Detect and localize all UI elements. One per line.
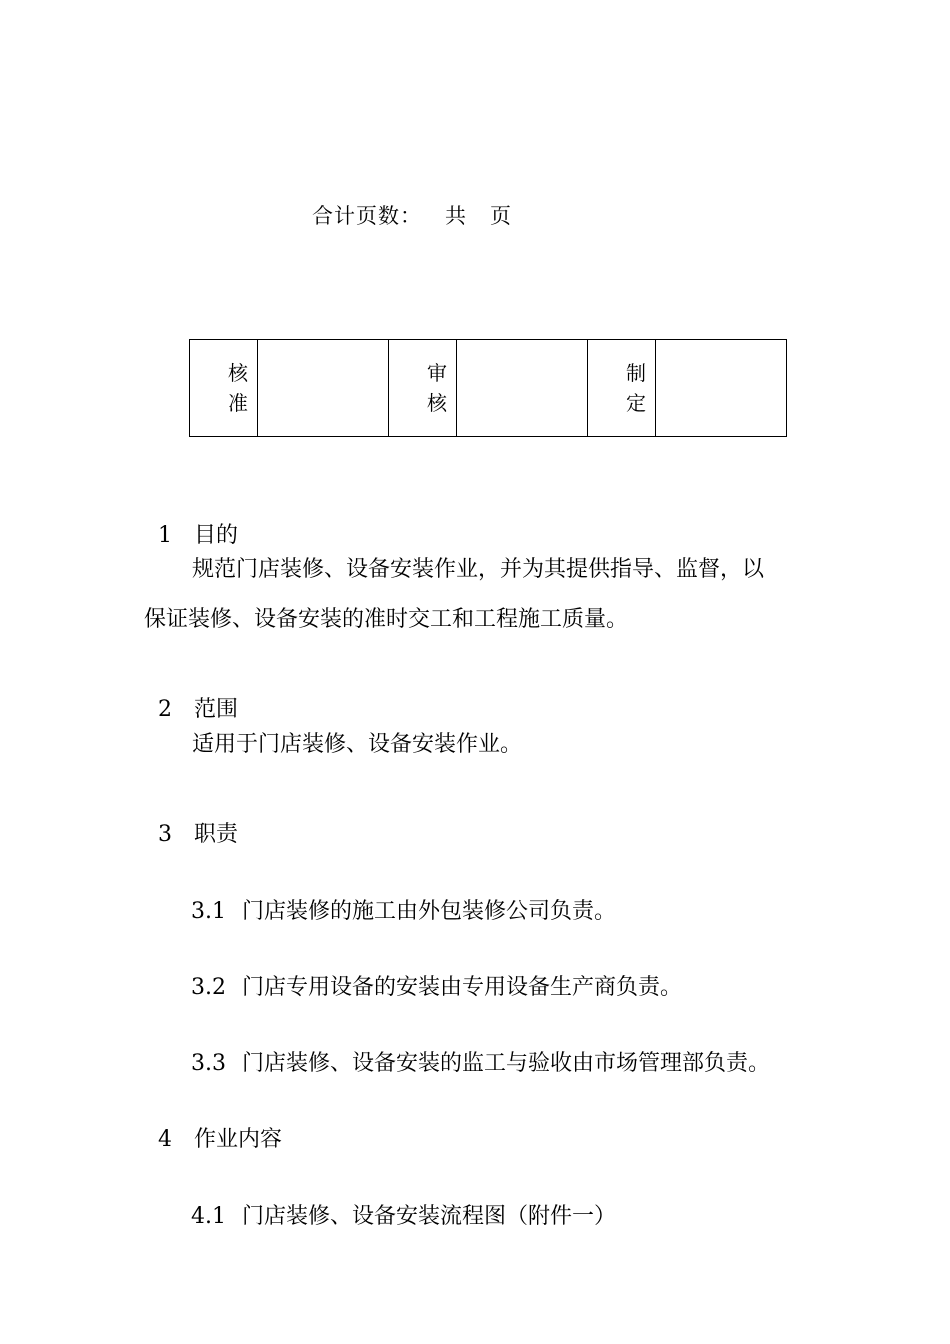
draft-value-cell[interactable]	[656, 340, 787, 437]
section-3-3-text: 门店装修、设备安装的监工与验收由市场管理部负责。	[242, 1051, 771, 1076]
draft-label: 制定	[626, 361, 646, 415]
review-value-cell[interactable]	[457, 340, 588, 437]
section-3-2	[177, 943, 682, 1003]
approve-label-cell	[190, 340, 258, 437]
draft-label-cell	[588, 340, 656, 437]
approve-label: 核准	[228, 361, 248, 415]
section-1-title: 目的	[194, 523, 239, 548]
section-2-title: 范围	[194, 697, 239, 722]
section-1-body-line-2: 保证装修、设备安装的准时交工和工程施工质量。	[144, 607, 629, 632]
section-3-1-number: 3.1	[191, 899, 226, 924]
section-4-number: 4	[158, 1127, 172, 1152]
page-count-line: 合计页数： 共 页	[312, 204, 513, 228]
approval-row	[190, 340, 787, 437]
section-4-1-text: 门店装修、设备安装流程图（附件一）	[242, 1204, 617, 1229]
section-1-body-line-1: 规范门店装修、设备安装作业，并为其提供指导、监督，以	[192, 557, 765, 582]
section-4-1	[177, 1172, 616, 1232]
section-3-3	[177, 1019, 770, 1079]
section-1-number: 1	[158, 523, 172, 548]
section-1-heading	[144, 491, 238, 551]
section-2-heading	[144, 665, 238, 725]
section-3-heading	[144, 790, 238, 850]
approve-value-cell[interactable]	[258, 340, 389, 437]
section-2-body: 适用于门店装修、设备安装作业。	[192, 732, 523, 757]
section-3-number: 3	[158, 822, 172, 847]
section-3-2-text: 门店专用设备的安装由专用设备生产商负责。	[242, 975, 683, 1000]
section-3-title: 职责	[194, 822, 239, 847]
approval-table	[189, 339, 787, 437]
section-4-1-number: 4.1	[191, 1204, 226, 1229]
section-4-title: 作业内容	[194, 1127, 283, 1152]
section-4-heading	[144, 1095, 282, 1155]
section-3-1	[177, 867, 616, 927]
section-3-3-number: 3.3	[191, 1051, 226, 1076]
section-3-1-text: 门店装修的施工由外包装修公司负责。	[242, 899, 617, 924]
review-label: 审核	[427, 361, 447, 415]
section-3-2-number: 3.2	[191, 975, 226, 1000]
review-label-cell	[389, 340, 457, 437]
section-2-number: 2	[158, 697, 172, 722]
